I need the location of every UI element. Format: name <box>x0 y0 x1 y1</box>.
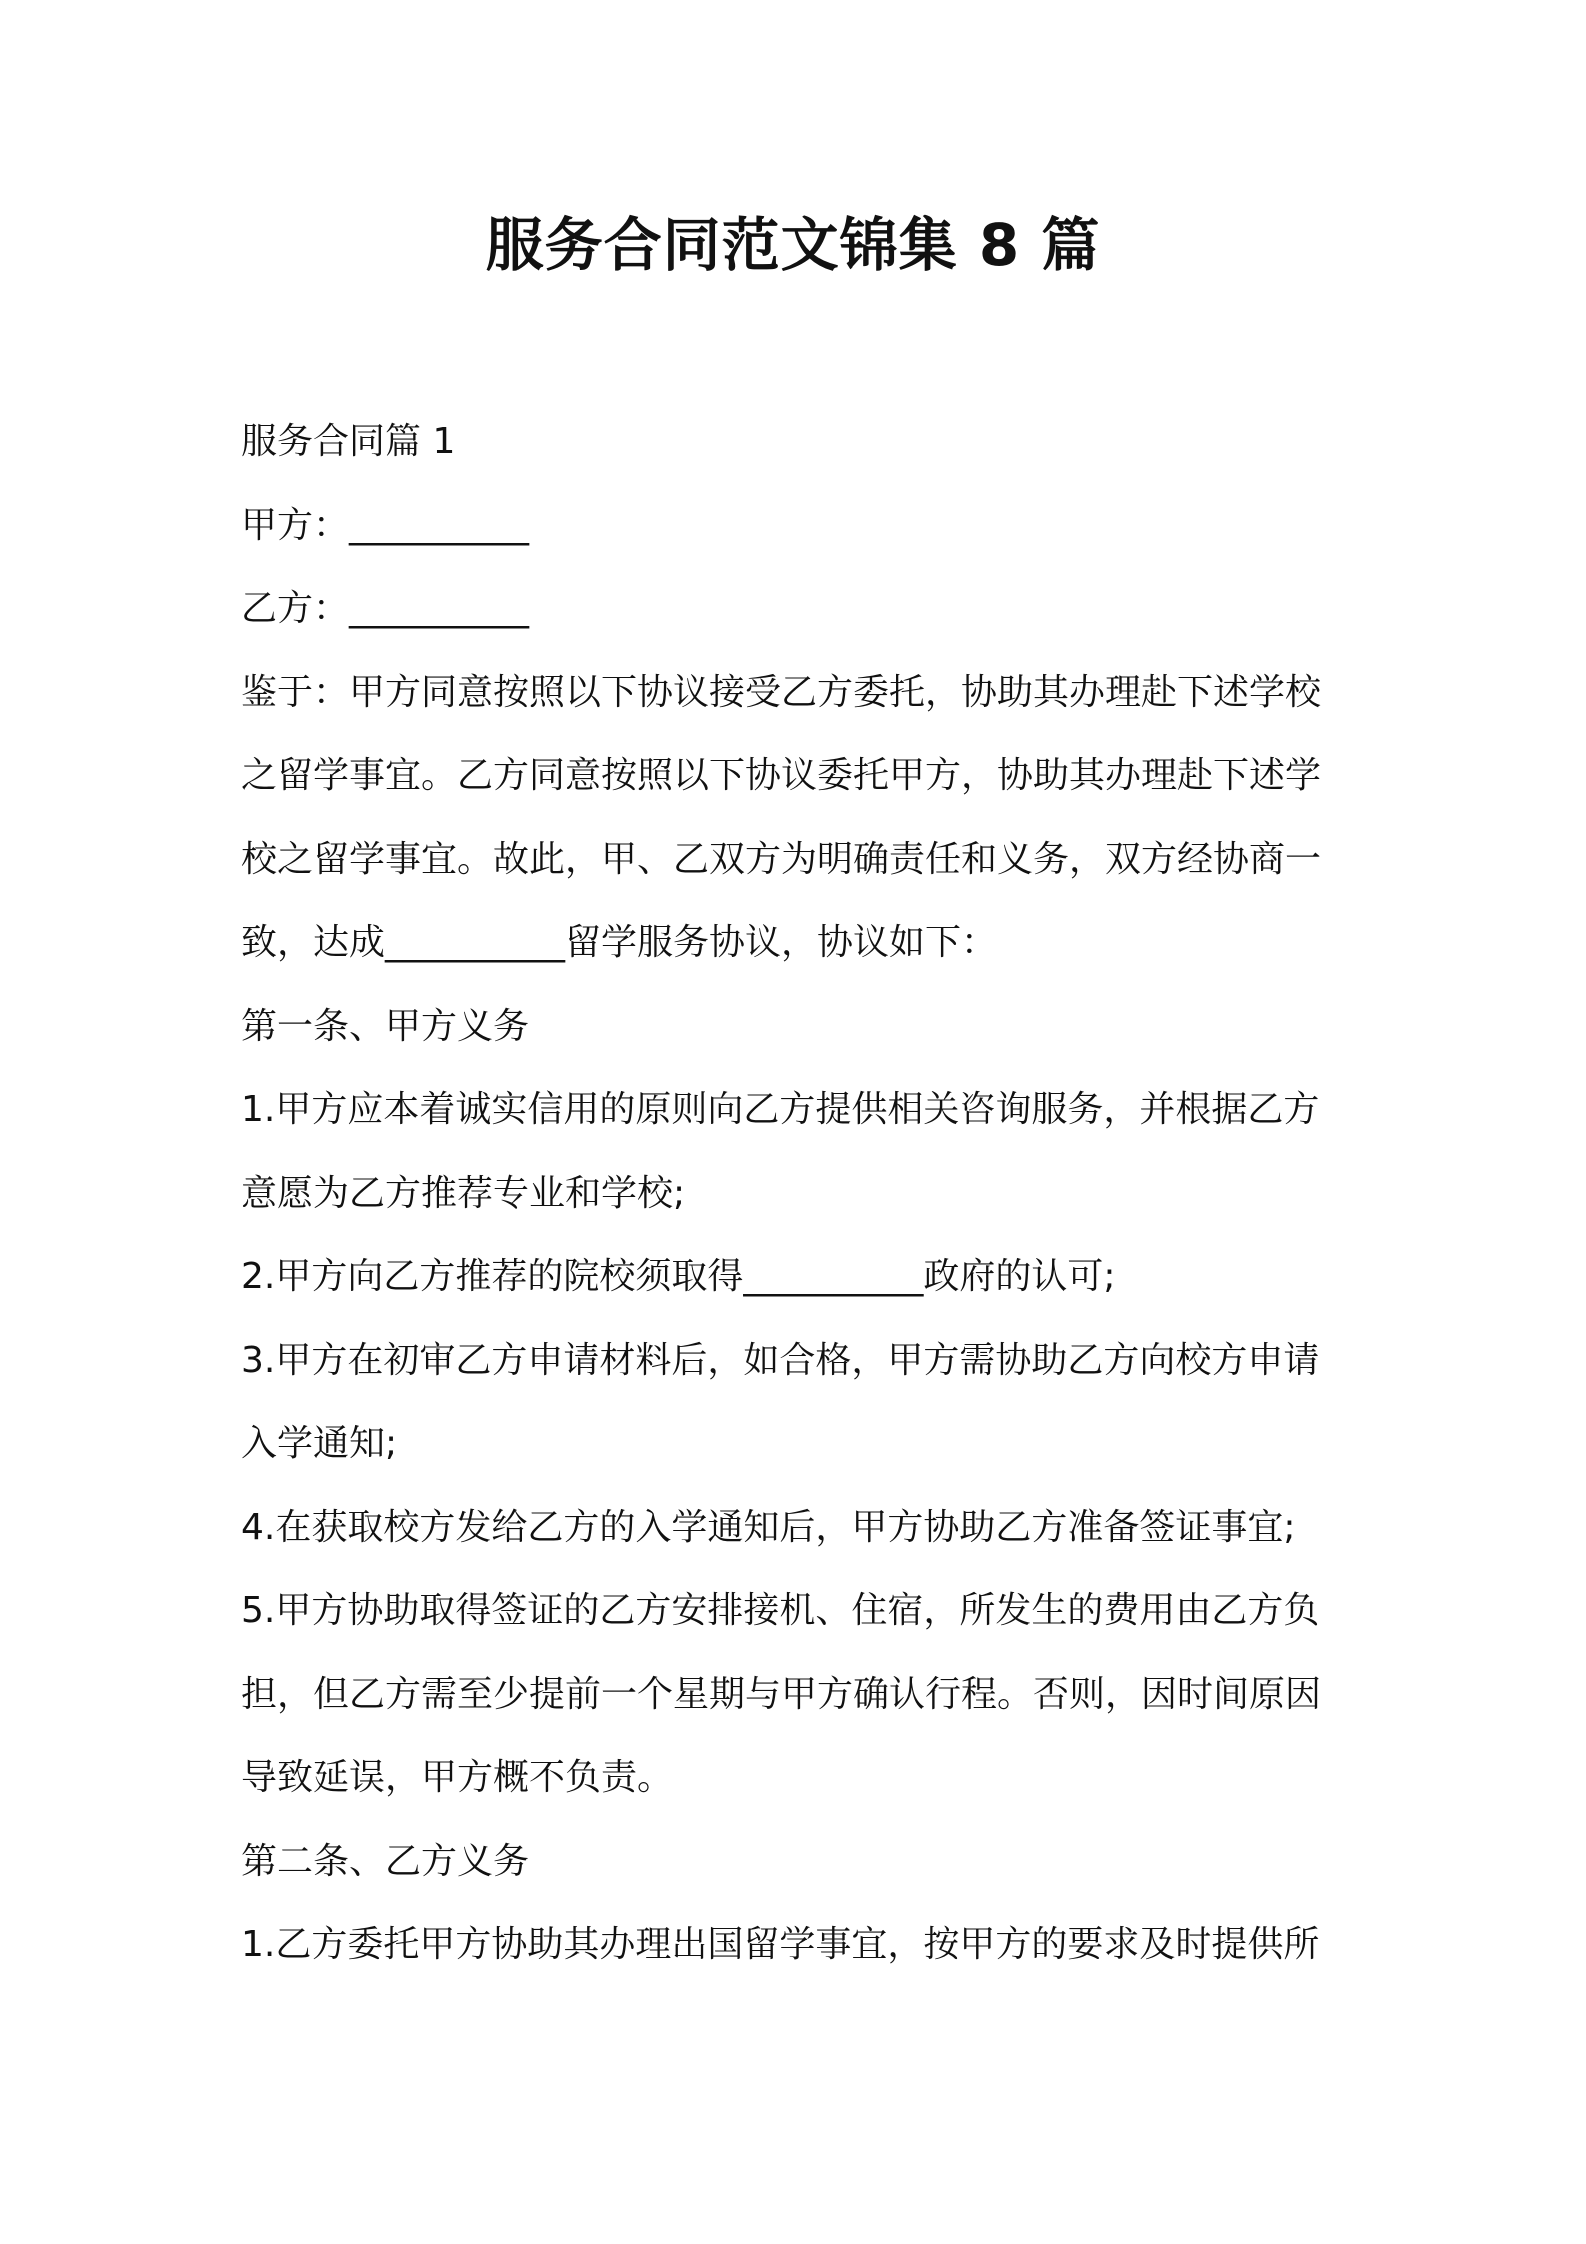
party-a-line: 甲方：__________ <box>241 504 530 546</box>
article-heading: 第一条、甲方义务 <box>241 1005 530 1047</box>
paragraph-line: 4.在获取校方发给乙方的入学通知后，甲方协助乙方准备签证事宜; <box>241 1506 1296 1548</box>
paragraph-line: 之留学事宜。乙方同意按照以下协议委托甲方，协助其办理赴下述学 <box>241 755 1322 796</box>
paragraph-line: 致，达成__________留学服务协议，协议如下： <box>241 922 998 963</box>
paragraph-line: 校之留学事宜。故此，甲、乙双方为明确责任和义务，双方经协商一 <box>241 838 1322 880</box>
paragraph-line: 入学通知; <box>241 1423 398 1464</box>
paragraph-line: 2.甲方向乙方推荐的院校须取得__________政府的认可; <box>241 1256 1116 1297</box>
paragraph-line: 1.乙方委托甲方协助其办理出国留学事宜，按甲方的要求及时提供所 <box>241 1924 1320 1965</box>
paragraph-line: 5.甲方协助取得签证的乙方安排接机、住宿，所发生的费用由乙方负 <box>241 1590 1320 1631</box>
article-heading: 第二条、乙方义务 <box>241 1840 530 1882</box>
paragraph-line: 鉴于：甲方同意按照以下协议接受乙方委托，协助其办理赴下述学校 <box>241 671 1322 713</box>
paragraph-line: 1.甲方应本着诚实信用的原则向乙方提供相关咨询服务，并根据乙方 <box>241 1089 1320 1130</box>
paragraph-line: 担，但乙方需至少提前一个星期与甲方确认行程。否则，因时间原因 <box>241 1673 1322 1715</box>
paragraph-line: 3.甲方在初审乙方申请材料后，如合格，甲方需协助乙方向校方申请 <box>241 1339 1320 1381</box>
paragraph-line: 意愿为乙方推荐专业和学校; <box>241 1172 686 1214</box>
party-b-line: 乙方：__________ <box>241 588 530 629</box>
document-title: 服务合同范文锦集 8 篇 <box>485 211 1101 279</box>
document-body <box>241 400 1361 1987</box>
paragraph-line: 导致延误，甲方概不负责。 <box>241 1757 674 1798</box>
section-heading: 服务合同篇 1 <box>241 421 456 462</box>
